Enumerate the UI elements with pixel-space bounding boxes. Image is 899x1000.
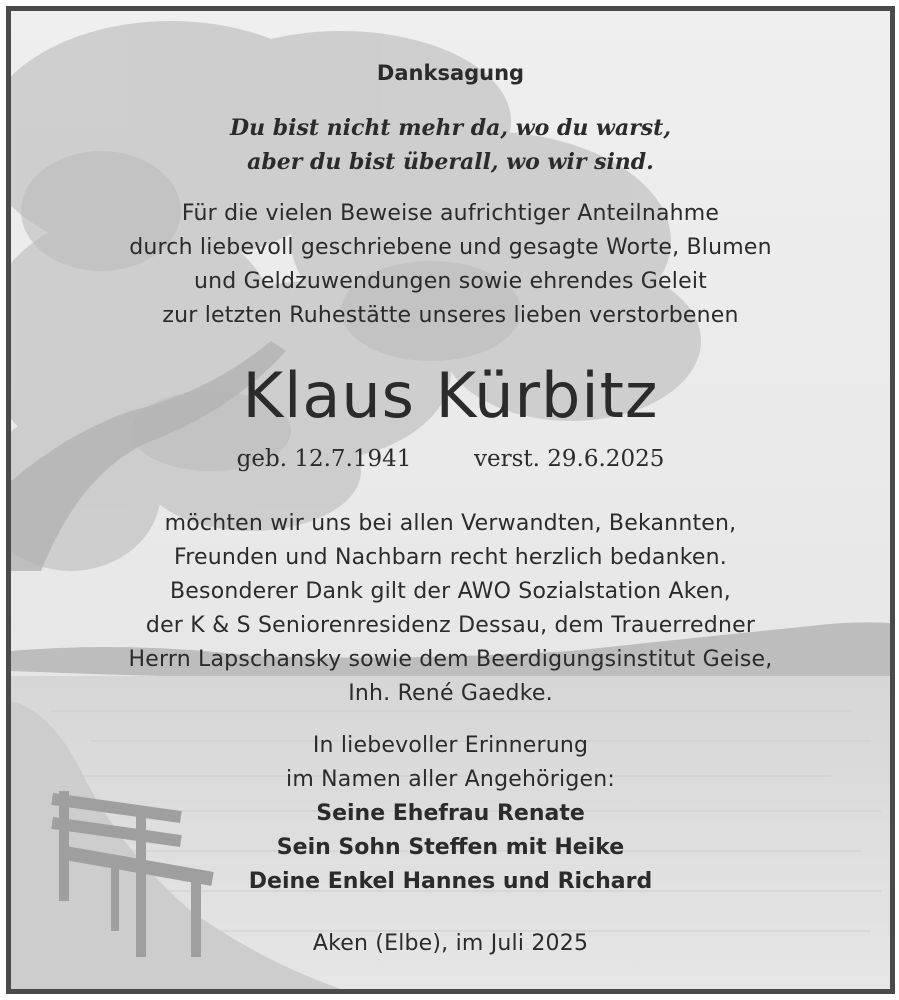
mourner-son: Sein Sohn Steffen mit Heike xyxy=(276,835,625,860)
life-dates xyxy=(11,446,890,472)
deceased-name: Klaus Kürbitz xyxy=(242,359,659,432)
thanks-line-1: möchten wir uns bei allen Verwandten, Bekannten, xyxy=(164,511,737,536)
obituary-frame xyxy=(6,6,895,994)
mourner-grandchildren: Deine Enkel Hannes und Richard xyxy=(248,869,653,894)
thanks-line-5: Herrn Lapschansky sowie dem Beerdigungsinstitut Geise, xyxy=(128,647,773,672)
heading: Danksagung xyxy=(376,61,525,85)
thanks-line-6: Inh. René Gaedke. xyxy=(348,681,553,706)
birth-date: geb. 12.7.1941 xyxy=(236,446,412,472)
thanks-line-2: Freunden und Nachbarn recht herzlich bedanken. xyxy=(174,545,727,570)
mourner-wife: Seine Ehefrau Renate xyxy=(316,801,585,826)
death-date: verst. 29.6.2025 xyxy=(474,446,665,472)
obituary-text-block xyxy=(11,11,890,989)
motto-line-1: Du bist nicht mehr da, wo du warst, xyxy=(229,115,672,141)
remembrance-line-2: im Namen aller Angehörigen: xyxy=(286,767,615,792)
motto-line-2: aber du bist überall, wo wir sind. xyxy=(247,149,654,175)
remembrance-line-1: In liebevoller Erinnerung xyxy=(312,733,589,758)
intro-line-2: durch liebevoll geschriebene und gesagte Worte, Blumen xyxy=(129,235,772,260)
intro-line-3: und Geldzuwendungen sowie ehrendes Geleit xyxy=(194,269,707,294)
place-and-date: Aken (Elbe), im Juli 2025 xyxy=(312,931,589,956)
intro-line-4: zur letzten Ruhestätte unseres lieben verstorbenen xyxy=(162,303,739,328)
thanks-line-4: der K & S Seniorenresidenz Dessau, dem Trauerredner xyxy=(145,613,756,638)
intro-line-1: Für die vielen Beweise aufrichtiger Anteilnahme xyxy=(181,201,720,226)
thanks-line-3: Besonderer Dank gilt der AWO Sozialstation Aken, xyxy=(170,579,731,604)
